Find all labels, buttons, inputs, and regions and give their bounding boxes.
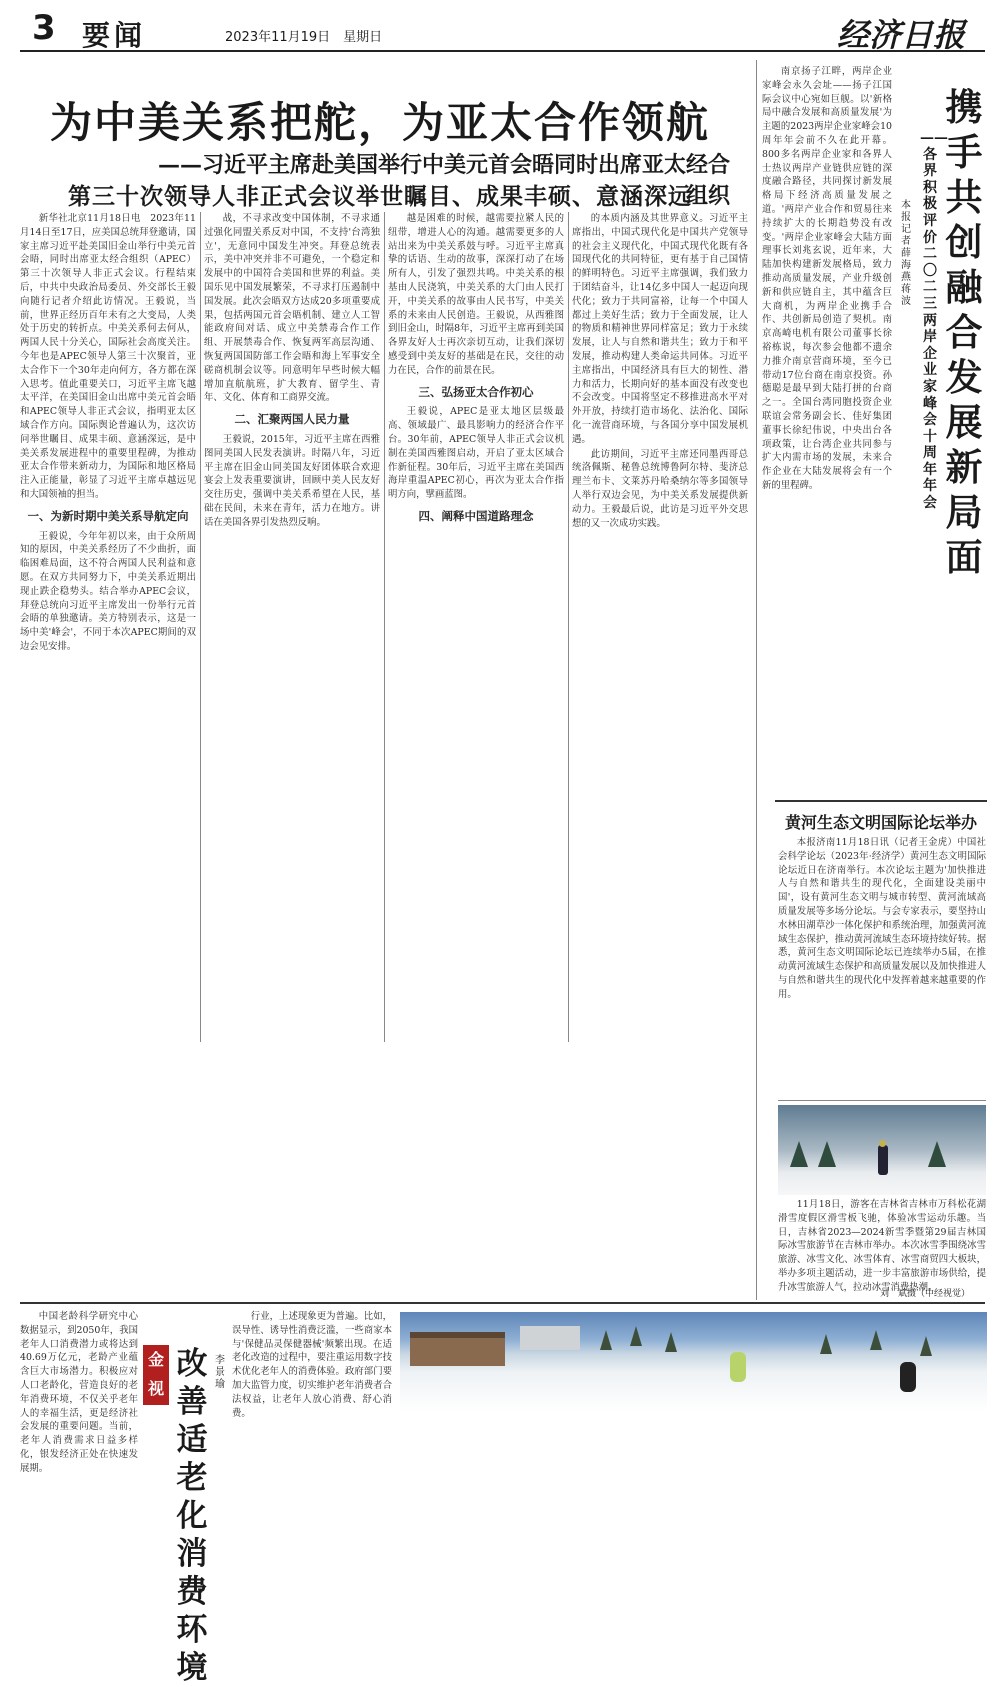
right-article-title: 携手共创融合发展新局面 bbox=[945, 86, 983, 579]
paragraph: 中国老龄科学研究中心数据显示，到2050年，我国老年人口消费潜力或将达到40.69万亿元，老龄产业蕴含巨大市场潜力。积极应对人口老龄化，营造良好的老年消费环境，不仅关乎老年人的幸福生活，更是经济社会发展的重要问题。当前，老年人消费需求日益多样化，银发经济正处在快速发展期。 bbox=[20, 1311, 138, 1474]
tree-shape bbox=[600, 1330, 612, 1350]
paragraph: 11月18日，游客在吉林省吉林市万科松花湖滑雪度假区滑雪板飞驰，体验冰雪运动乐趣。当日，吉林省2023—2024新雪季暨第29届吉林国际冰雪旅游节在吉林市举办。本次冰雪季围绕冰雪旅游、冰雪文化、冰雪体育、冰雪商贸四大板块，举办多项主题活动，进一步丰富旅游市场供给，提升冰雪旅游人气，拉动冰雪消费热潮。 bbox=[778, 1199, 986, 1293]
main-headline: 为中美关系把舵，为亚太合作领航 bbox=[49, 98, 710, 147]
skier-figure bbox=[900, 1362, 916, 1392]
masthead-logo: 经济日报 bbox=[836, 16, 965, 54]
tree-shape bbox=[870, 1330, 882, 1350]
column-divider bbox=[384, 212, 385, 1042]
article-column-2 bbox=[204, 212, 380, 1042]
paragraph: 战，不寻求改变中国体制，不寻求通过强化同盟关系反对中国，不支持'台湾独立'，无意同中国发生冲突。拜登总统表示，美中冲突并非不可避免，一个稳定和发展中的中国符合美国和世界的利益。美国乐见中国发展繁荣，不寻求打压遏制中国发展。此次会晤双方达成20多项重要成果，包括两国元首会晤机制、建立人工智能政府间对话、成立中美禁毒合作工作组、开展禁毒合作、恢复两军高层沟通、恢复两国国防部工作会晤和海上军事安全磋商机制会议等。同意明年早些时候大幅增加直航航班，扩大教育、留学生、青年、文化、体育和工商界交流。 bbox=[204, 213, 380, 404]
distant-building bbox=[520, 1326, 580, 1350]
right-article-subtitle: ——各界积极评价二〇二三两岸企业家峰会十周年年会 bbox=[920, 130, 948, 512]
page-number: 3 bbox=[32, 8, 56, 48]
article-column-1 bbox=[20, 212, 196, 1042]
ski-photo-small bbox=[778, 1105, 986, 1195]
divider bbox=[778, 1100, 986, 1101]
paragraph: 王毅说，2015年，习近平主席在西雅图同美国人民发表演讲。时隔八年，习近平主席在旧金山同美国友好团体联合欢迎宴会上发表重要演讲，回顾中美人民友好交往历史，强调中美关系希望在人民，基础在民间，未来在青年，活力在地方。讲话在美国各界引发热烈反响。 bbox=[204, 433, 380, 528]
photo-credit: 刘 斌摄（中经视觉） bbox=[880, 1289, 971, 1299]
essay-tag: 金视角 bbox=[143, 1345, 169, 1405]
column-divider bbox=[756, 60, 757, 1300]
photo-caption bbox=[778, 1198, 986, 1293]
skier-figure bbox=[878, 1145, 888, 1175]
tree-shape bbox=[818, 1141, 836, 1167]
section-heading-4: 四、阐释中国道路理念 bbox=[418, 508, 534, 523]
paragraph: 越是困难的时候，越需要拉紧人民的纽带，增进人心的沟通。越需要更多的人站出来为中美关系鼓与呼。习近平主席真挚的话语、生动的故事，深深打动了在场所有人，引发了强烈共鸣。中美关系的根基由人民浇筑，中美关系的大门由人民打开，中美关系的故事由人民书写，中美关系的未来由人民创造。王毅说，从西雅图到旧金山，时隔8年，习近平主席再到美国各界友好人士再次亲切互动，让我们深切感受到中美友好的基础是在民，交往的动力在民，合作的前景在民。 bbox=[388, 213, 564, 376]
issue-date: 2023年11月19日 星期日 bbox=[225, 30, 383, 45]
essay-column-2 bbox=[232, 1310, 392, 1419]
tree-shape bbox=[630, 1326, 642, 1346]
paragraph: 王毅说，APEC是亚太地区层级最高、领域最广、最具影响力的经济合作平台。30年前，APEC领导人非正式会议机制在美国西雅图启动，开启了亚太区域合作新征程。30年后，习近平主席在美国西海岸重温APEC初心，再次为亚太合作指明方向，擘画蓝图。 bbox=[388, 406, 564, 501]
tree-shape bbox=[665, 1332, 677, 1352]
paragraph: 本报济南11月18日讯（记者王金虎）中国社会科学论坛（2023年·经济学）黄河生态文明国际论坛近日在济南举行。本次论坛主题为'加快推进人与自然和谐共生的现代化，全面建设美丽中国'，设有黄河生态文明与城市转型、黄河流域高质量发展等多场分论坛。与会专家表示，要坚持山水林田湖草沙一体化保护和系统治理，加强黄河流域生态保护，推动黄河流域生态环境持续好转。据悉，黄河生态文明国际论坛已连续举办5届，在推动黄河流域生态保护和高质量发展以及加快推进人与自然和谐共生的现代化中发挥着越来越重要的作用。 bbox=[778, 837, 986, 1000]
tree-shape bbox=[928, 1141, 946, 1167]
section-heading-1: 一、为新时期中美关系导航定向 bbox=[27, 508, 189, 523]
tree-shape bbox=[920, 1336, 932, 1356]
section-rule bbox=[20, 1302, 985, 1304]
right-article-text bbox=[762, 65, 892, 787]
ski-lodge-building bbox=[410, 1332, 505, 1366]
right-article-byline: 本报记者 薛海燕 蒋波 bbox=[901, 200, 921, 307]
essay-title: 改善适老化消费环境 bbox=[176, 1346, 208, 1686]
paragraph: 的本质内涵及其世界意义。习近平主席指出，中国式现代化是中国共产党领导的社会主义现代化，中国式现代化既有各国现代化的共同特征，更有基于自己国情的鲜明特色。习近平主席强调，我们致力于团结奋斗，让14亿多中国人一起迈向现代化；致力于共同富裕，让每一个中国人都过上美好生活；致力于全面发展，让人的物质和精神世界同样富足；致力于永续发展，让人与自然和谐共生；致力于和平发展，推动构建人类命运共同体。习近平主席指出，中国经济具有巨大的韧性、潜力和活力，长期向好的基本面没有改变也不会改变。中国将坚定不移推进高水平对外开放，持续打造市场化、法治化、国际化一流营商环境，与各国分享中国发展机遇。 bbox=[572, 213, 748, 445]
ski-resort-photo bbox=[400, 1312, 987, 1412]
main-subhead: ——习近平主席赴美国举行中美元首会晤同时出席亚太经合组织 bbox=[157, 152, 730, 209]
snowboarder-figure bbox=[730, 1352, 746, 1382]
tree-shape bbox=[790, 1141, 808, 1167]
paragraph: 行业，上述现象更为普遍。比如，误导性、诱导性消费泛滥，一些商家本与'保健品灵保健器械'频繁出现。在适老化改造的过程中，要注重运用数字技术优化老年人的消费体验。政府部门要加大监管力度，切实维护老年消费者合法权益，让老年人放心消费、舒心消费。 bbox=[232, 1311, 392, 1419]
column-divider bbox=[200, 212, 201, 1042]
page-header bbox=[20, 8, 985, 52]
tree-shape bbox=[820, 1334, 832, 1354]
paragraph: 南京扬子江畔，两岸企业家峰会永久会址——扬子江国际会议中心宛如巨舰。以'新格局中融合发展和高质量发展'为主题的2023两岸企业家峰会10周年年会前不久在此开幕。800多名两岸企业家和各界人士热议两岸产业链供应链的深度融合路径，共同探讨新发展格局下经济高质量发展之道。'两岸产业合作和贸易往来持续扩大的长期趋势没有改变。'两岸企业家峰会大陆方面理事长刘兆玄说，近年来，大陆加快构建新发展格局，致力推动高质量发展，产业升级创新和供应链自主，其中蕴含巨大商机，为两岸企业携手合作、共创新局创造了契机。南京高崎电机有限公司董事长徐裕栋说，每次参会他都不遗余力推介南京营商环境，至今已带动17位台商在南京投资。孙德聪是最早到大陆打拼的台商之一。全国台湾同胞投资企业联谊会常务副会长、佳好集团董事长徐纪伟说，中央出台各项政策，让台湾企业共同参与扩大内需市场的发展，未来合作企业在大陆发展将会有一个新的里程碑。 bbox=[762, 66, 892, 491]
paragraph: 此访期间，习近平主席还同墨西哥总统洛佩斯、秘鲁总统博鲁阿尔特、斐济总理兰布卡、文莱苏丹哈桑纳尔等多国领导人举行双边会见，为中美关系发展提供新动力。王毅最后说，此访是习近平外交思想的又一次成功实践。 bbox=[572, 448, 748, 529]
skier-helmet bbox=[879, 1140, 886, 1147]
essay-author: 李景瑜 bbox=[215, 1355, 225, 1390]
main-subhead-2: 第三十次领导人非正式会议举世瞩目、成果丰硕、意涵深远 bbox=[68, 183, 692, 210]
forum-news-text bbox=[778, 836, 986, 1096]
paragraph: 新华社北京11月18日电 2023年11月14日至17日，应美国总统拜登邀请，国家主席习近平赴美国旧金山举行中美元首会晤，同时出席亚太经合组织（APEC）第三十次领导人非正式会议。行程结束后，中共中央政治局委员、外交部长王毅向随行记者介绍此访情况。王毅说，当前，世界正经历百年未有之大变局，人类处于历史的转折点。中美关系何去何从，两国人民十分关心，国际社会高度关注。今年也是APEC领导人第三十次聚首，亚太合作下一个30年走向何方，各方都在深入思考。值此重要关口，习近平主席飞越太平洋，在美国旧金山出席中美元首会晤和APEC领导人非正式会议，指明亚太区域合作方向。国际舆论普遍认为，这次访问举世瞩目、成果丰硕、意涵深远，是中美关系发展进程中的重要里程碑，为推动亚太合作带来新动力，为国际和地区格局注入正能量，彰显了习近平主席卓越远见和大国领袖的担当。 bbox=[20, 213, 196, 500]
section-title: 要闻 bbox=[82, 19, 147, 52]
column-divider bbox=[568, 212, 569, 1042]
section-heading-3: 三、弘扬亚太合作初心 bbox=[418, 384, 534, 399]
article-column-3 bbox=[388, 212, 564, 1042]
essay-column-1 bbox=[20, 1310, 138, 1474]
paragraph: 王毅说，今年年初以来，由于众所周知的原因，中美关系经历了不少曲折，面临困难局面，这不符合两国人民利益和意愿。在双方共同努力下，中美关系近期出现止跌企稳势头。结合举办APEC会议，拜登总统向习近平主席发出一份举行元首会晤的单独邀请。美方特别表示，这是一场中美'峰会'，不同于本次APEC期间的双边会见安排。 bbox=[20, 530, 196, 652]
section-heading-2: 二、汇聚两国人民力量 bbox=[234, 412, 350, 427]
forum-news-title: 黄河生态文明国际论坛举办 bbox=[775, 800, 987, 833]
article-column-4 bbox=[572, 212, 748, 1042]
